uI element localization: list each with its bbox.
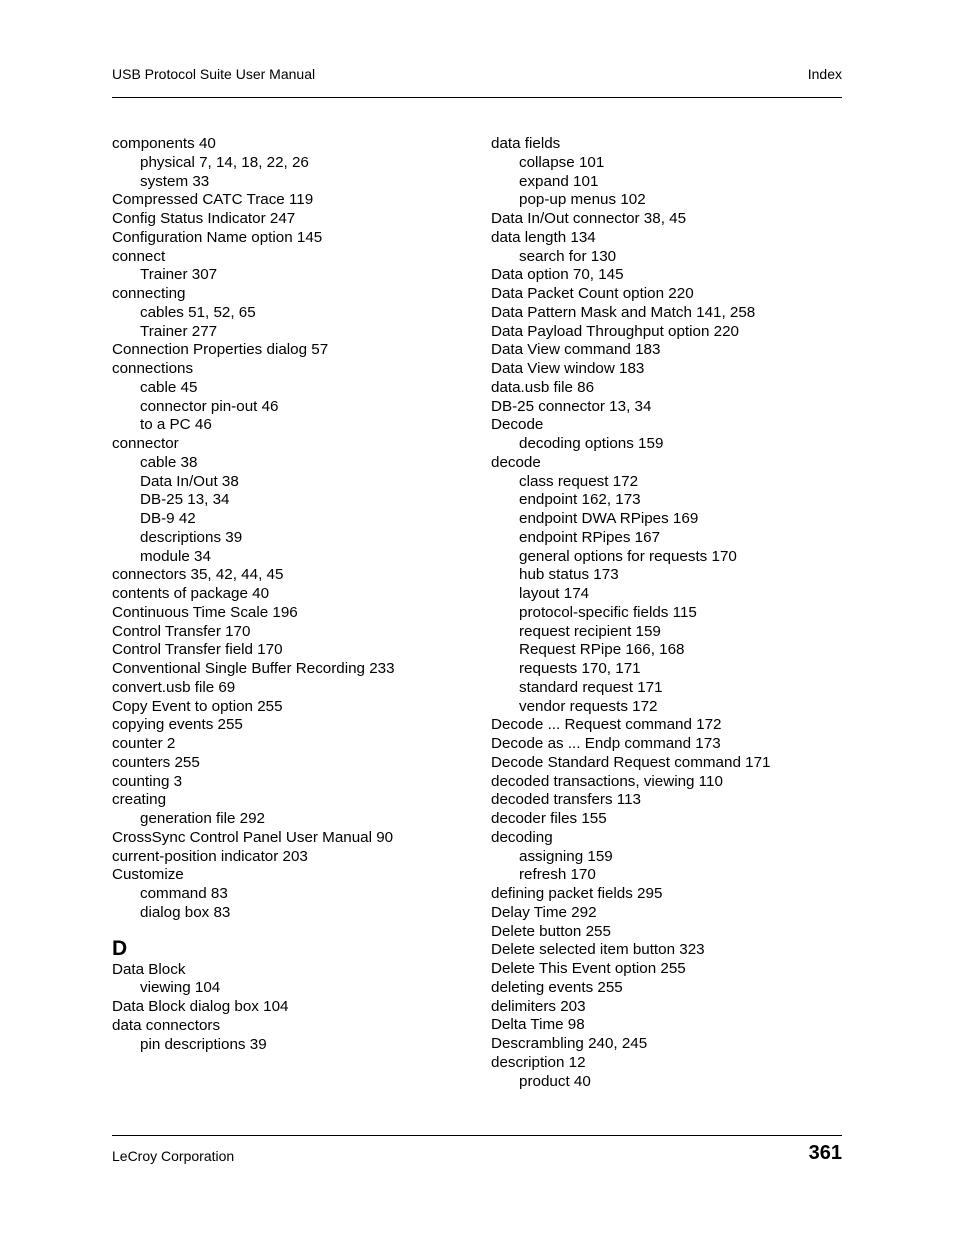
index-column-left xyxy=(112,135,472,1054)
index-entry: connections xyxy=(112,360,194,377)
index-entry: connecting xyxy=(112,285,186,302)
index-entry: Continuous Time Scale 196 xyxy=(112,603,298,621)
manual-title: USB Protocol Suite User Manual xyxy=(112,66,316,82)
index-entry: Data View window 183 xyxy=(491,360,645,377)
index-subentry: decoding options 159 xyxy=(519,435,664,452)
index-entry: Copy Event to option 255 xyxy=(112,697,283,715)
index-subentry: generation file 292 xyxy=(140,810,265,827)
index-entry: data.usb file 86 xyxy=(491,378,595,396)
index-entry: decoded transfers 113 xyxy=(491,791,642,809)
index-entry: Configuration Name option 145 xyxy=(112,228,323,246)
index-subentry: cable 45 xyxy=(140,378,198,396)
index-entry: connectors 35, 42, 44, 45 xyxy=(112,566,284,584)
index-subentry: descriptions 39 xyxy=(140,528,243,546)
index-subentry: layout 174 xyxy=(519,585,590,602)
index-entry: defining packet fields 295 xyxy=(491,885,663,902)
index-entry: data connectors xyxy=(112,1016,221,1034)
index-subentry: Request RPipe 166, 168 xyxy=(519,641,685,659)
index-entry: copying events 255 xyxy=(112,716,243,734)
index-entry: Data Payload Throughput option 220 xyxy=(491,322,739,340)
index-subentry: system 33 xyxy=(140,172,210,190)
index-subentry: hub status 173 xyxy=(519,566,619,584)
index-entry: decode xyxy=(491,453,541,471)
index-entry: CrossSync Control Panel User Manual 90 xyxy=(112,828,394,846)
index-entry: Config Status Indicator 247 xyxy=(112,210,296,227)
index-entry: description 12 xyxy=(491,1053,586,1071)
index-subentry: pin descriptions 39 xyxy=(140,1035,267,1053)
index-entry: connect xyxy=(112,247,166,265)
index-entry: Descrambling 240, 245 xyxy=(491,1035,648,1052)
index-subentry: command 83 xyxy=(140,885,228,902)
index-subentry: dialog box 83 xyxy=(140,903,231,921)
index-entry: Control Transfer field 170 xyxy=(112,641,283,659)
index-entry: decoding xyxy=(491,828,553,846)
index-subentry: to a PC 46 xyxy=(140,416,212,434)
index-entry: Decode xyxy=(491,416,544,434)
index-subentry: endpoint DWA RPipes 169 xyxy=(519,510,699,527)
index-entry: Data Block xyxy=(112,960,186,978)
index-subentry: module 34 xyxy=(140,547,211,565)
index-entry: Control Transfer 170 xyxy=(112,622,251,640)
index-subentry: connector pin-out 46 xyxy=(140,397,279,415)
index-subentry: DB-25 13, 34 xyxy=(140,491,230,509)
index-subentry: Data In/Out 38 xyxy=(140,472,239,490)
index-subentry: viewing 104 xyxy=(140,979,221,997)
index-entry: Delete selected item button 323 xyxy=(491,941,705,959)
index-entry: counters 255 xyxy=(112,753,200,771)
index-entry: current-position indicator 203 xyxy=(112,847,308,865)
index-entry: decoder files 155 xyxy=(491,810,607,827)
index-subentry: vendor requests 172 xyxy=(519,697,658,715)
index-entry: Decode as ... Endp command 173 xyxy=(491,735,721,752)
index-entry: Compressed CATC Trace 119 xyxy=(112,191,314,209)
section-name: Index xyxy=(807,66,842,82)
index-entry: Data option 70, 145 xyxy=(491,266,624,284)
index-entry: data fields xyxy=(491,135,561,152)
index-entry: contents of package 40 xyxy=(112,585,270,602)
index-entry: data length 134 xyxy=(491,228,596,246)
footer-rule xyxy=(112,1135,842,1136)
index-entry: components 40 xyxy=(112,135,216,152)
index-entry: DB-25 connector 13, 34 xyxy=(491,397,652,415)
company-name: LeCroy Corporation xyxy=(112,1148,235,1164)
index-subentry: search for 130 xyxy=(519,247,617,265)
index-subentry: Trainer 277 xyxy=(140,322,218,340)
index-subentry: expand 101 xyxy=(519,172,599,190)
index-column-right xyxy=(491,135,851,1091)
index-entry: convert.usb file 69 xyxy=(112,678,236,696)
index-entry: Decode ... Request command 172 xyxy=(491,716,722,734)
index-entry: Delta Time 98 xyxy=(491,1016,585,1034)
header-rule xyxy=(112,97,842,98)
index-entry: delimiters 203 xyxy=(491,997,586,1015)
index-subentry: product 40 xyxy=(519,1072,591,1090)
index-subentry: request recipient 159 xyxy=(519,622,661,640)
index-entry: Delete This Event option 255 xyxy=(491,960,686,977)
index-entry: Data In/Out connector 38, 45 xyxy=(491,210,687,227)
index-subentry: cables 51, 52, 65 xyxy=(140,303,256,321)
index-subentry: protocol-specific fields 115 xyxy=(519,603,697,621)
index-subentry: class request 172 xyxy=(519,472,639,490)
index-subentry: Trainer 307 xyxy=(140,266,218,284)
index-subentry: endpoint 162, 173 xyxy=(519,491,641,509)
index-subentry: endpoint RPipes 167 xyxy=(519,528,661,546)
index-entry: Conventional Single Buffer Recording 233 xyxy=(112,660,395,677)
index-entry: counting 3 xyxy=(112,772,183,790)
index-subentry: assigning 159 xyxy=(519,847,613,865)
index-entry: Connection Properties dialog 57 xyxy=(112,341,329,359)
index-subentry: requests 170, 171 xyxy=(519,660,641,677)
index-entry: Data Packet Count option 220 xyxy=(491,285,694,302)
index-entry: decoded transactions, viewing 110 xyxy=(491,772,723,790)
index-entry: Decode Standard Request command 171 xyxy=(491,753,771,771)
index-entry: Delay Time 292 xyxy=(491,903,597,921)
index-subentry: DB-9 42 xyxy=(140,510,196,527)
index-subentry: pop-up menus 102 xyxy=(519,191,646,209)
index-subentry: collapse 101 xyxy=(519,153,605,171)
page-number: 361 xyxy=(808,1142,842,1164)
section-letter: D xyxy=(112,936,128,960)
index-entry: Data View command 183 xyxy=(491,341,661,359)
index-entry: Customize xyxy=(112,866,184,884)
index-entry: Data Pattern Mask and Match 141, 258 xyxy=(491,303,756,321)
index-subentry: physical 7, 14, 18, 22, 26 xyxy=(140,153,309,171)
index-subentry: cable 38 xyxy=(140,453,198,471)
index-entry: deleting events 255 xyxy=(491,978,623,996)
index-entry: Data Block dialog box 104 xyxy=(112,998,289,1015)
index-entry: counter 2 xyxy=(112,735,176,752)
index-entry: Delete button 255 xyxy=(491,922,611,940)
index-subentry: standard request 171 xyxy=(519,678,663,696)
index-subentry: refresh 170 xyxy=(519,866,596,884)
index-subentry: general options for requests 170 xyxy=(519,547,737,565)
index-entry: creating xyxy=(112,791,167,809)
index-entry: connector xyxy=(112,435,179,452)
